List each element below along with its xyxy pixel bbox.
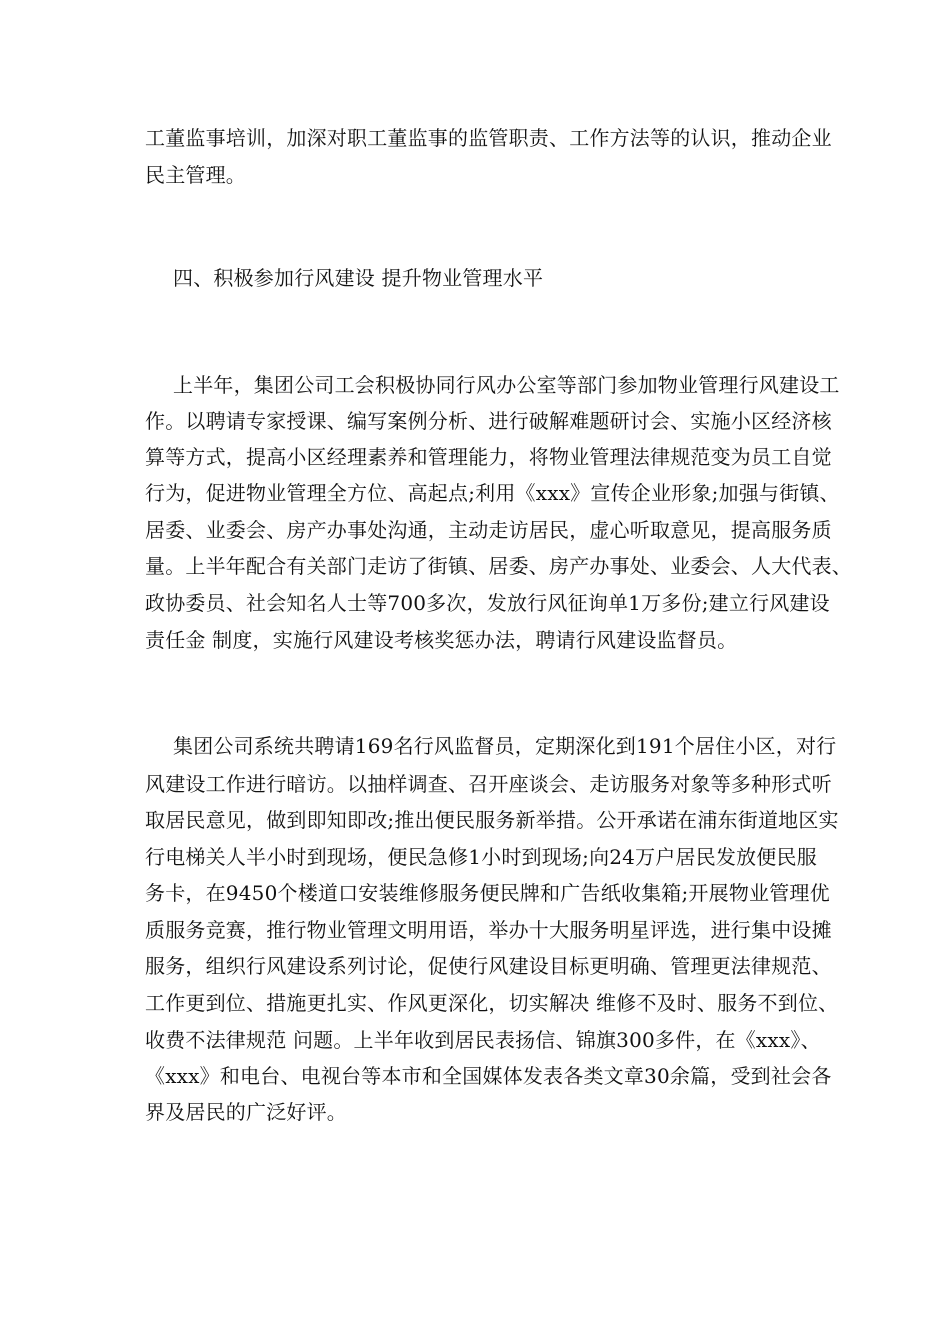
paragraph-1-line: 量。上半年配合有关部门走访了街镇、居委、房产办事处、业委会、人大代表、: [145, 554, 852, 578]
paragraph-2-line: 《xxx》和电台、电视台等本市和全国媒体发表各类文章30余篇，受到社会各: [145, 1064, 832, 1088]
paragraph-1-line: 上半年，集团公司工会积极协同行风办公室等部门参加物业管理行风建设工: [173, 373, 840, 397]
paragraph-1-line: 行为，促进物业管理全方位、高起点;利用《xxx》宣传企业形象;加强与街镇、: [145, 481, 840, 505]
continuation-line: 工董监事培训，加深对职工董监事的监管职责、工作方法等的认识，推动企业: [145, 126, 832, 150]
paragraph-2-line: 务卡，在9450个楼道口安装维修服务便民牌和广告纸收集箱;开展物业管理优: [145, 881, 830, 905]
paragraph-1-line: 居委、业委会、房产办事处沟通，主动走访居民，虚心听取意见，提高服务质: [145, 518, 832, 542]
paragraph-2-line: 行电梯关人半小时到现场，便民急修1小时到现场;向24万户居民发放便民服: [145, 845, 817, 869]
paragraph-2-line: 风建设工作进行暗访。以抽样调查、召开座谈会、走访服务对象等多种形式听: [145, 772, 832, 796]
paragraph-2-line: 质服务竞赛，推行物业管理文明用语，举办十大服务明星评选，进行集中设摊: [145, 918, 832, 942]
paragraph-2-line: 集团公司系统共聘请169名行风监督员，定期深化到191个居住小区，对行: [173, 734, 837, 758]
paragraph-2-line: 取居民意见，做到即知即改;推出便民服务新举措。公开承诺在浦东街道地区实: [145, 808, 839, 832]
paragraph-2-line: 界及居民的广泛好评。: [145, 1100, 347, 1124]
continuation-line: 民主管理。: [145, 163, 246, 187]
paragraph-1-line: 政协委员、社会知名人士等700多次，发放行风征询单1万多份;建立行风建设: [145, 591, 830, 615]
section-heading: 四、积极参加行风建设 提升物业管理水平: [173, 266, 544, 290]
paragraph-1-line: 算等方式，提高小区经理素养和管理能力，将物业管理法律规范变为员工自觉: [145, 445, 832, 469]
paragraph-2-line: 工作更到位、措施更扎实、作风更深化，切实解决 维修不及时、服务不到位、: [145, 991, 839, 1015]
paragraph-2-line: 收费不法律规范 问题。上半年收到居民表扬信、锦旗300多件，在《xxx》、: [145, 1028, 821, 1052]
paragraph-1-line: 责任金 制度，实施行风建设考核奖惩办法，聘请行风建设监督员。: [145, 628, 738, 652]
paragraph-2-line: 服务，组织行风建设系列讨论，促使行风建设目标更明确、管理更法律规范、: [145, 954, 832, 978]
paragraph-1-line: 作。以聘请专家授课、编写案例分析、进行破解难题研讨会、实施小区经济核: [145, 409, 832, 433]
